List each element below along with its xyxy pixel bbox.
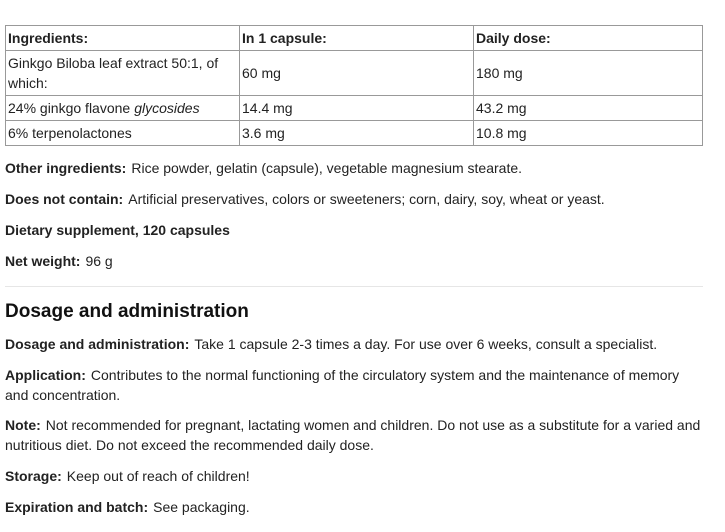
application — [5, 365, 705, 405]
ingredient-name: 24% ginkgo flavone — [8, 100, 131, 116]
expiration-text: See packaging. — [153, 499, 250, 515]
capsule-amount: 14.4 mg — [240, 96, 474, 121]
table-row — [6, 96, 703, 121]
header-in-capsule: In 1 capsule: — [240, 26, 474, 51]
note — [5, 415, 705, 455]
storage — [5, 466, 705, 486]
note-label: Note: — [5, 417, 41, 433]
other-ingredients-label: Other ingredients: — [5, 160, 127, 176]
dosage-label: Dosage and administration: — [5, 336, 190, 352]
other-ingredients — [5, 158, 705, 178]
ingredient-name: 6% terpenolactones — [6, 121, 240, 146]
expiration-batch — [5, 497, 705, 517]
storage-label: Storage: — [5, 468, 62, 484]
net-weight-text: 96 g — [85, 253, 113, 269]
does-not-contain-text: Artificial preservatives, colors or sweeteners; corn, dairy, soy, wheat or yeast. — [128, 191, 605, 207]
does-not-contain — [5, 189, 705, 209]
table-row — [6, 51, 703, 96]
storage-text: Keep out of reach of children! — [66, 468, 250, 484]
ingredient-name-italic: glycosides — [134, 100, 200, 116]
note-text: Not recommended for pregnant, lactating women and children. Do not use as a substitute for a varied and nutritious diet. Do not exceed the recommended daily dose. — [5, 417, 701, 453]
table-row — [6, 121, 703, 146]
dosage-text: Take 1 capsule 2-3 times a day. For use over 6 weeks, consult a specialist. — [194, 336, 658, 352]
application-label: Application: — [5, 367, 86, 383]
section-title: Dosage and administration — [5, 301, 249, 322]
application-text: Contributes to the normal functioning of the circulatory system and the maintenance of memory and concentration. — [5, 367, 680, 403]
net-weight-label: Net weight: — [5, 253, 81, 269]
table-header-row — [6, 26, 703, 51]
expiration-label: Expiration and batch: — [5, 499, 149, 515]
does-not-contain-label: Does not contain: — [5, 191, 124, 207]
net-weight — [5, 251, 705, 271]
ingredient-name-cell — [6, 96, 240, 121]
ingredient-name: Ginkgo Biloba leaf extract 50:1, of which: — [6, 51, 240, 96]
dietary-supplement-label: Dietary supplement, 120 capsules — [5, 222, 230, 238]
dietary-supplement — [5, 220, 705, 240]
daily-amount: 10.8 mg — [474, 121, 703, 146]
capsule-amount: 3.6 mg — [240, 121, 474, 146]
header-ingredients: Ingredients: — [6, 26, 240, 51]
daily-amount: 43.2 mg — [474, 96, 703, 121]
ingredients-table — [5, 25, 703, 146]
header-daily-dose: Daily dose: — [474, 26, 703, 51]
other-ingredients-text: Rice powder, gelatin (capsule), vegetable magnesium stearate. — [131, 160, 523, 176]
section-divider — [5, 286, 703, 287]
daily-amount: 180 mg — [474, 51, 703, 96]
capsule-amount: 60 mg — [240, 51, 474, 96]
dosage-administration — [5, 334, 705, 354]
